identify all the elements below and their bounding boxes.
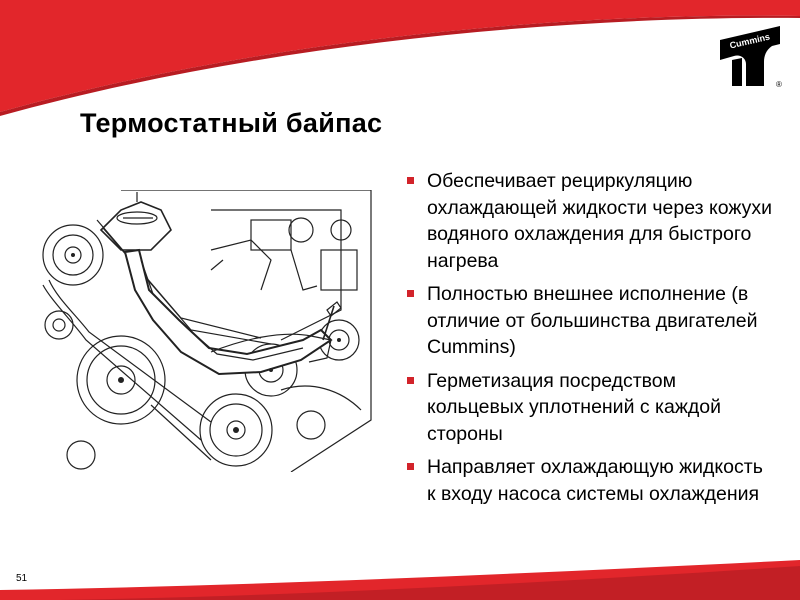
bullet-item bbox=[405, 368, 775, 448]
bullet-text: Герметизация посредством кольцевых уплотнений с каждой стороны bbox=[427, 369, 722, 445]
bullet-square-icon bbox=[407, 177, 414, 184]
footer-swoosh bbox=[0, 560, 800, 600]
bullet-text: Направляет охлаждающую жидкость к входу насоса системы охлаждения bbox=[427, 456, 763, 505]
bullet-square-icon bbox=[407, 377, 414, 384]
logo-wordmark: Cummins bbox=[728, 31, 771, 51]
registered-mark: ® bbox=[776, 80, 782, 89]
bullet-item bbox=[405, 454, 775, 507]
engine-line-drawing-icon bbox=[41, 190, 381, 472]
bullet-text: Полностью внешнее исполнение (в отличие от большинства двигателей Cummins) bbox=[427, 283, 758, 358]
bullet-square-icon bbox=[407, 463, 414, 470]
bullet-item bbox=[405, 168, 775, 274]
bullet-list bbox=[405, 168, 775, 514]
page-number: 51 bbox=[16, 573, 28, 584]
header-swoosh bbox=[0, 0, 800, 120]
bullet-text: Обеспечивает рециркуляцию охлаждающей жидкости через кожухи водяного охлаждения для быстрого нагрева bbox=[427, 170, 773, 272]
bullet-square-icon bbox=[407, 290, 414, 297]
slide-title: Термостатный байпас bbox=[80, 108, 383, 138]
bullet-item bbox=[405, 281, 775, 361]
